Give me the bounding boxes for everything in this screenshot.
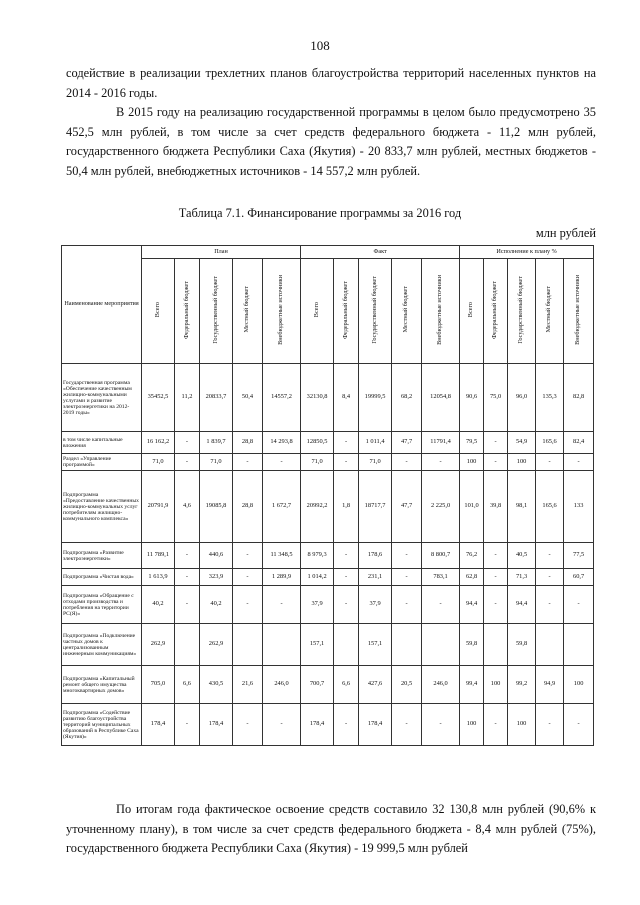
table-cell: -	[392, 569, 422, 586]
table-cell: 18717,7	[359, 471, 392, 543]
table-cell: 20791,9	[142, 471, 175, 543]
table-cell: -	[175, 704, 200, 746]
table-cell: 1,8	[334, 471, 359, 543]
row-name: Подпрограмма «Развитие электроэнергетики»	[62, 543, 142, 569]
table-cell: 100	[460, 704, 484, 746]
table-cell: 783,1	[422, 569, 460, 586]
subheader-plan-local: Местный бюджет	[233, 259, 263, 364]
table-cell	[233, 624, 263, 666]
table-cell: 32130,8	[301, 364, 334, 432]
table-cell: 262,9	[142, 624, 175, 666]
table-cell: 14 293,8	[263, 432, 301, 454]
table-cell: -	[484, 543, 508, 569]
table-cell: -	[422, 586, 460, 624]
table-cell: -	[263, 704, 301, 746]
outro-text: По итогам года фактическое освоение средств составило 32 130,8 млн рублей (90,6% к уточненному плану), в том числе за счет средств федерального бюджета - 8,4 млн рублей (75%), государственного бюджета Республики Саха (Якутия) - 19 999,5 млн рублей	[66, 802, 596, 856]
table-cell: 37,9	[359, 586, 392, 624]
table-cell: 20992,2	[301, 471, 334, 543]
row-name: Подпрограмма «Содействие развитию благоустройства территорий муниципальных образований в Республике Саха (Якутия)»	[62, 704, 142, 746]
table-cell: -	[536, 543, 564, 569]
table-cell: 157,1	[359, 624, 392, 666]
table-cell: -	[484, 704, 508, 746]
table-cell: -	[175, 454, 200, 471]
table-cell	[263, 624, 301, 666]
table-row	[62, 666, 594, 704]
intro-line-1: содействие в реализации трехлетних планов благоустройства территорий населенных пунктов на 2014 - 2016 годы.	[66, 66, 596, 100]
table-cell: 1 011,4	[359, 432, 392, 454]
table-cell: 165,6	[536, 471, 564, 543]
table-row	[62, 586, 594, 624]
table-cell: 60,7	[564, 569, 594, 586]
table-cell: 8 800,7	[422, 543, 460, 569]
table-cell: -	[334, 454, 359, 471]
table-cell: 11,2	[175, 364, 200, 432]
table-cell: 75,0	[484, 364, 508, 432]
table-cell: -	[536, 586, 564, 624]
table-cell: 40,5	[508, 543, 536, 569]
table-row	[62, 624, 594, 666]
table-units: млн рублей	[535, 226, 596, 240]
table-cell: 178,4	[200, 704, 233, 746]
table-cell: 71,0	[301, 454, 334, 471]
table-cell: 20833,7	[200, 364, 233, 432]
row-name: Подпрограмма «Чистая вода»	[62, 569, 142, 586]
subheader-fact-federal: Федеральный бюджет	[334, 259, 359, 364]
subheader-plan-state: Государственный бюджет	[200, 259, 233, 364]
table-cell: 157,1	[301, 624, 334, 666]
table-row	[62, 432, 594, 454]
table-cell: 4,6	[175, 471, 200, 543]
table-cell: 62,8	[460, 569, 484, 586]
table-cell: 440,6	[200, 543, 233, 569]
table-cell: 71,0	[142, 454, 175, 471]
table-cell: -	[484, 454, 508, 471]
table-cell: 40,2	[142, 586, 175, 624]
table-cell: -	[233, 586, 263, 624]
table-cell: 700,7	[301, 666, 334, 704]
table-row	[62, 543, 594, 569]
table-cell: -	[175, 543, 200, 569]
table-cell	[422, 624, 460, 666]
table-row	[62, 364, 594, 432]
table-cell	[392, 624, 422, 666]
table-cell: 82,8	[564, 364, 594, 432]
table-cell: 37,9	[301, 586, 334, 624]
table-cell: 14557,2	[263, 364, 301, 432]
table-cell	[334, 624, 359, 666]
intro-line-2: В 2015 году на реализацию государственной программы в целом было предусмотрено 35 452,5 млн рублей, в том числе за счет средств федерального бюджета - 11,2 млн рублей, государственного бюджета Республики Саха (Якутия) - 20 833,7 млн рублей, местных бюджетов - 50,4 млн рублей, внебюджетных источников - 14 557,2 млн рублей.	[66, 105, 596, 178]
table-cell: 20,5	[392, 666, 422, 704]
financing-table	[61, 245, 594, 746]
table-cell: 77,5	[564, 543, 594, 569]
table-cell: 323,9	[200, 569, 233, 586]
table-cell: -	[334, 704, 359, 746]
table-cell: 430,5	[200, 666, 233, 704]
table-cell: 100	[484, 666, 508, 704]
table-cell: 99,4	[460, 666, 484, 704]
table-cell: 40,2	[200, 586, 233, 624]
table-cell: 28,8	[233, 471, 263, 543]
table-cell: -	[233, 569, 263, 586]
header-deviation: Исполнение к плану %	[460, 246, 594, 259]
table-cell: 11 789,1	[142, 543, 175, 569]
table-cell: 1 613,9	[142, 569, 175, 586]
subheader-fact-extra: Внебюджетные источники	[422, 259, 460, 364]
table-cell: 94,9	[536, 666, 564, 704]
subheader-deviation-local: Местный бюджет	[536, 259, 564, 364]
table-cell: 47,7	[392, 432, 422, 454]
table-cell: 47,7	[392, 471, 422, 543]
table-cell: -	[233, 454, 263, 471]
intro-paragraph	[66, 64, 596, 182]
table-cell: 39,8	[484, 471, 508, 543]
table-cell: 99,2	[508, 666, 536, 704]
table-cell: 6,6	[175, 666, 200, 704]
header-plan: План	[142, 246, 301, 259]
table-cell: 82,4	[564, 432, 594, 454]
table-cell: 71,3	[508, 569, 536, 586]
table-cell: 2 225,0	[422, 471, 460, 543]
table-cell: 1 014,2	[301, 569, 334, 586]
header-fact: Факт	[301, 246, 460, 259]
table-cell: -	[233, 704, 263, 746]
subheader-plan-extra: Внебюджетные источники	[263, 259, 301, 364]
table-cell: 59,8	[460, 624, 484, 666]
table-cell: 50,4	[233, 364, 263, 432]
table-caption: Таблица 7.1. Финансирование программы за 2016 год	[178, 206, 462, 220]
header-name: Наименование мероприятия	[62, 246, 142, 364]
table-cell: -	[392, 586, 422, 624]
table-row	[62, 471, 594, 543]
subheader-deviation-federal: Федеральный бюджет	[484, 259, 508, 364]
table-cell: -	[334, 586, 359, 624]
table-cell: -	[175, 432, 200, 454]
table-cell: -	[422, 704, 460, 746]
table-cell: 79,5	[460, 432, 484, 454]
table-cell: -	[536, 704, 564, 746]
table-cell: 100	[564, 666, 594, 704]
table-cell: -	[392, 543, 422, 569]
table-cell	[536, 624, 564, 666]
subheader-deviation-state: Государственный бюджет	[508, 259, 536, 364]
table-cell: 96,0	[508, 364, 536, 432]
table-cell: 178,4	[359, 704, 392, 746]
row-name: Подпрограмма «Подключение частных домов к централизованным инженерным коммуникациям»	[62, 624, 142, 666]
table-cell: 1 839,7	[200, 432, 233, 454]
table-cell: 19999,5	[359, 364, 392, 432]
table-cell: -	[564, 704, 594, 746]
row-name: Государственная программа «Обеспечение качественным жилищно-коммунальными услугами и развитие электроэнергетики на 2012-2019 годы»	[62, 364, 142, 432]
table-row	[62, 569, 594, 586]
table-cell: 178,4	[301, 704, 334, 746]
table-cell: 1 672,7	[263, 471, 301, 543]
table-cell: 8 979,3	[301, 543, 334, 569]
table-cell: -	[175, 569, 200, 586]
table-cell: 8,4	[334, 364, 359, 432]
table-cell: -	[334, 543, 359, 569]
table-cell: 1 289,9	[263, 569, 301, 586]
subheader-deviation-total: Всего	[460, 259, 484, 364]
table-cell: -	[484, 432, 508, 454]
table-row	[62, 454, 594, 471]
table-cell: 6,6	[334, 666, 359, 704]
table-cell: 705,0	[142, 666, 175, 704]
row-name: Подпрограмма «Предоставление качественных жилищно-коммунальных услуг потребителям жилищно-коммунального комплекса»	[62, 471, 142, 543]
table-cell: 11 348,5	[263, 543, 301, 569]
table-cell: -	[484, 586, 508, 624]
table-cell: 35452,5	[142, 364, 175, 432]
row-name: Подпрограмма «Капитальный ремонт общего имущества многоквартирных домов»	[62, 666, 142, 704]
table-cell: 54,9	[508, 432, 536, 454]
table-cell: 246,0	[263, 666, 301, 704]
table-cell: -	[536, 454, 564, 471]
table-cell: 19085,8	[200, 471, 233, 543]
table-cell	[564, 624, 594, 666]
table-cell: 94,4	[508, 586, 536, 624]
row-name: Раздел «Управление программой»	[62, 454, 142, 471]
table-cell: 98,1	[508, 471, 536, 543]
table-cell: -	[334, 432, 359, 454]
table-cell: 262,9	[200, 624, 233, 666]
table-cell: -	[263, 586, 301, 624]
table-cell: -	[263, 454, 301, 471]
table-cell: 178,6	[359, 543, 392, 569]
table-cell: -	[484, 569, 508, 586]
table-cell: 12054,8	[422, 364, 460, 432]
table-cell: -	[564, 454, 594, 471]
table-cell: 246,0	[422, 666, 460, 704]
table-cell: 178,4	[142, 704, 175, 746]
page-number: 108	[310, 38, 330, 53]
table-cell: 94,4	[460, 586, 484, 624]
table-cell: 59,8	[508, 624, 536, 666]
table-cell: -	[422, 454, 460, 471]
row-name: Подпрограмма «Обращение с отходами производства и потребления на территории РС(Я)»	[62, 586, 142, 624]
subheader-plan-total: Всего	[142, 259, 175, 364]
table-cell: -	[334, 569, 359, 586]
table-cell: 16 162,2	[142, 432, 175, 454]
outro-paragraph	[66, 800, 596, 859]
subheader-fact-total: Всего	[301, 259, 334, 364]
table-cell: 68,2	[392, 364, 422, 432]
table-cell: 165,6	[536, 432, 564, 454]
subheader-fact-local: Местный бюджет	[392, 259, 422, 364]
table-cell: 28,8	[233, 432, 263, 454]
table-cell: -	[392, 704, 422, 746]
table-cell: 100	[508, 704, 536, 746]
table-cell: 21,6	[233, 666, 263, 704]
table-cell: -	[175, 586, 200, 624]
table-cell: 427,6	[359, 666, 392, 704]
table-cell: 11791,4	[422, 432, 460, 454]
table-cell: -	[564, 586, 594, 624]
table-cell: 71,0	[359, 454, 392, 471]
table-cell: -	[536, 569, 564, 586]
subheader-plan-federal: Федеральный бюджет	[175, 259, 200, 364]
subheader-fact-state: Государственный бюджет	[359, 259, 392, 364]
table-cell: 12850,5	[301, 432, 334, 454]
table-cell: 90,6	[460, 364, 484, 432]
table-cell	[484, 624, 508, 666]
subheader-deviation-extra: Внебюджетные источники	[564, 259, 594, 364]
table-cell	[175, 624, 200, 666]
table-cell: 100	[460, 454, 484, 471]
table-cell: 71,0	[200, 454, 233, 471]
table-cell: 101,0	[460, 471, 484, 543]
table-row	[62, 704, 594, 746]
table-cell: 133	[564, 471, 594, 543]
table-cell: -	[233, 543, 263, 569]
table-cell: 231,1	[359, 569, 392, 586]
table-cell: 76,2	[460, 543, 484, 569]
table-cell: -	[392, 454, 422, 471]
row-name: в том числе капитальные вложения	[62, 432, 142, 454]
table-cell: 135,3	[536, 364, 564, 432]
table-cell: 100	[508, 454, 536, 471]
